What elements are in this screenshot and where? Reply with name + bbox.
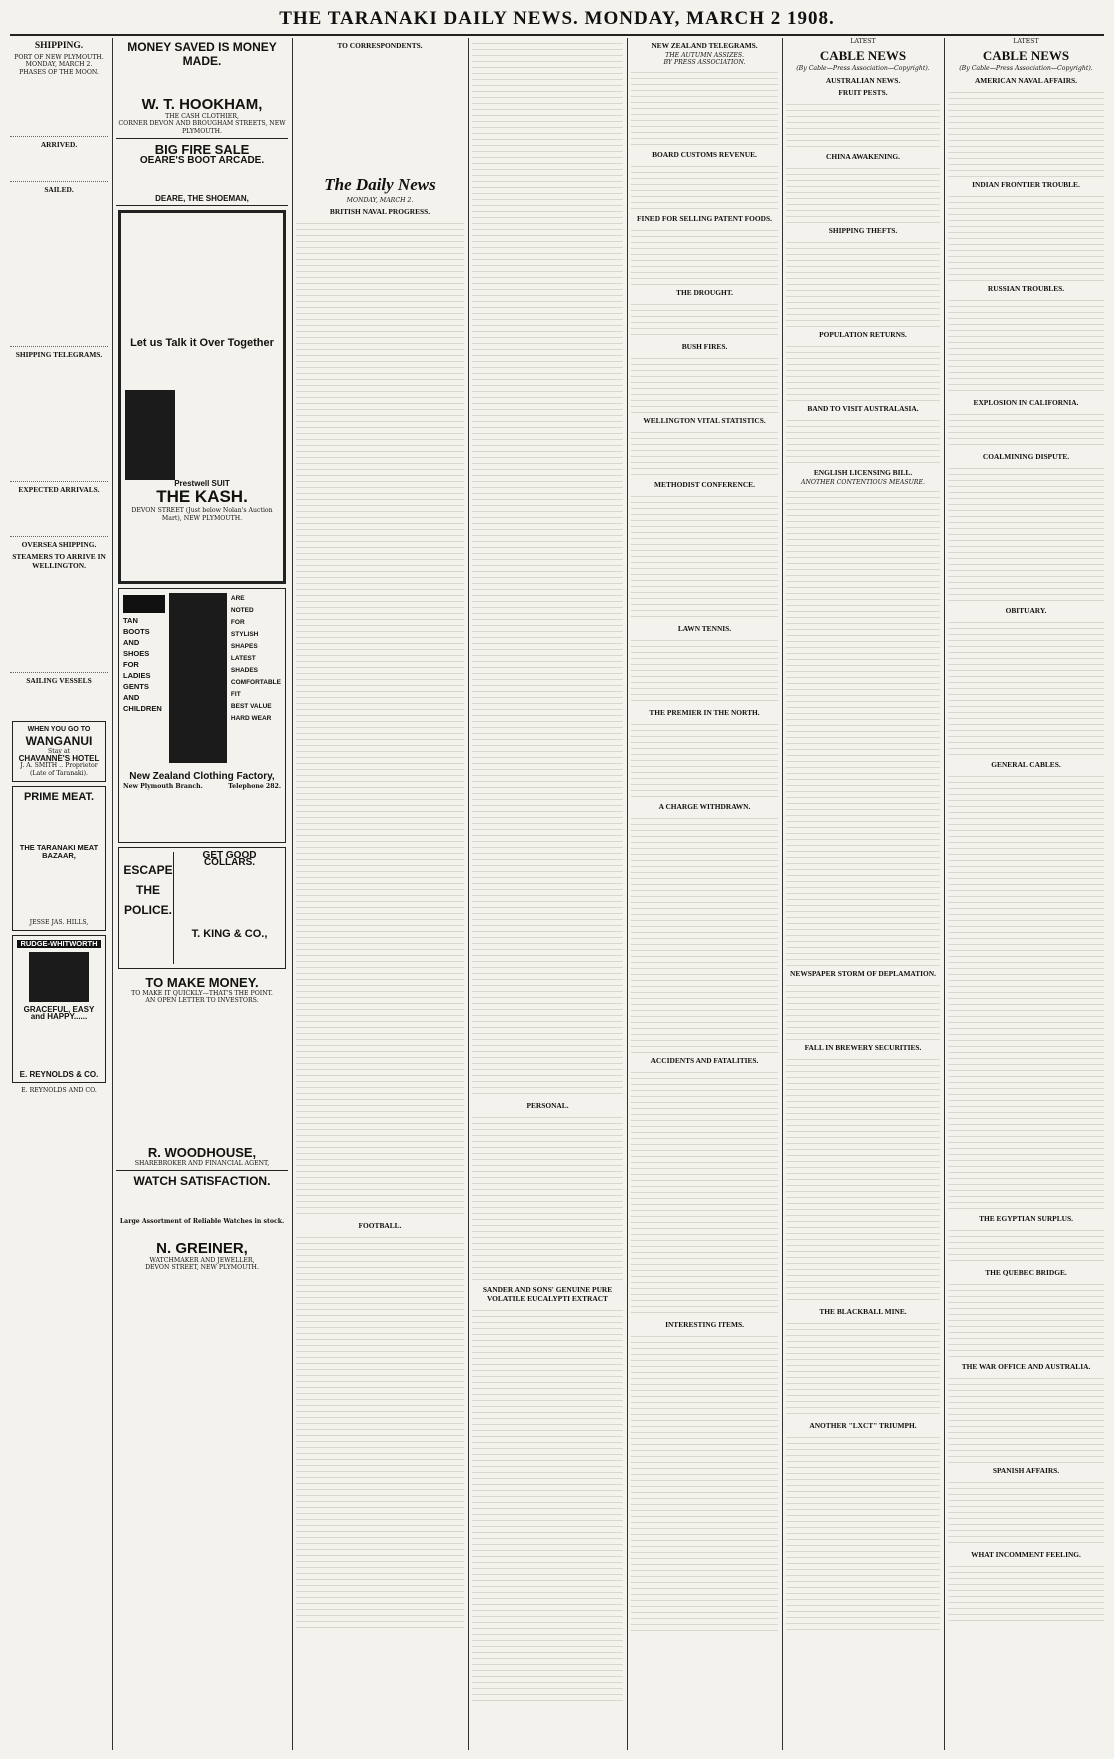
boots-quality-4: LATEST SHADES [230,655,259,675]
cable2-item-4: COALMINING DISPUTE. [982,451,1070,461]
prime-meat-body [17,804,101,844]
suit-illustration [125,390,175,480]
woodhouse-name: R. WOODHOUSE, [147,1144,257,1160]
column-rule [627,38,628,1750]
assizes-body [631,67,778,147]
meat-bazaar-name: THE TARANAKI MEAT BAZAAR, [19,843,99,860]
cable2-item-1-body [948,191,1104,281]
cable2-item-7-body [948,1225,1104,1265]
expected-arrivals-heading: EXPECTED ARRIVALS. [18,485,100,495]
watch-stock: Large Assortment of Reliable Watches in stock. [119,1218,285,1226]
cable-item-2: SHIPPING THEFTS. [828,225,898,235]
correspondents-body [296,52,464,172]
ad-proprietor: J. A. SMITH .. Proprietor [20,762,98,770]
ad-place: WANGANUI [25,733,93,748]
rudge-maker: E. REYNOLDS & CO. [19,1069,99,1079]
column-advertisements [116,38,288,1750]
cable-item-2-body [786,237,940,327]
collars-body [178,867,281,931]
accidents-heading: ACCIDENTS AND FATALITIES. [650,1055,759,1065]
kash-name: THE KASH. [156,487,248,507]
nz-item-6-body [631,635,778,705]
cable2-item-5: OBITUARY. [1005,605,1047,615]
personal-body [472,1112,623,1282]
nzcf-branch: New Plymouth Branch. [123,783,203,791]
boots-right-list [231,593,281,763]
nz-item-2-body [631,299,778,339]
make-money-title: TO MAKE MONEY. [145,975,259,991]
cable-item-1-body [786,163,940,223]
column-general [472,38,623,1750]
nz-item-3: BUSH FIRES. [681,341,728,351]
latest-label-2: LATEST [1013,38,1039,45]
fire-sale-sub: OEARE'S BOOT ARCADE. [139,155,265,167]
watch-title: WATCH SATISFACTION. [133,1174,271,1189]
australian-news-heading: AUSTRALIAN NEWS. [825,75,901,85]
nzcf-name: New Zealand Clothing Factory, [129,771,275,783]
nzcf-phone: Telephone 282. [228,783,281,791]
greiner-trade: WATCHMAKER AND JEWELLER, [149,1256,255,1264]
column-shipping [10,38,108,1750]
latest-label: LATEST [850,38,876,45]
ad-hotel: CHAVANNE'S HOTEL [18,754,100,764]
sailed-list [10,196,108,347]
personal-heading: PERSONAL. [526,1101,569,1110]
divider [116,138,288,139]
nz-item-7-body [631,719,778,799]
cable2-item-2-body [948,295,1104,395]
prestwell-brand: Prestwell SUIT [174,479,230,489]
column-rule [944,38,945,1750]
boots-item-3: SHOES [123,649,150,659]
nz-item-7: THE PREMIER IN THE NORTH. [649,707,760,717]
interesting-heading: INTERESTING ITEMS. [665,1319,744,1329]
another-triumph-heading: ANOTHER "LXCT" TRIUMPH. [809,1421,917,1431]
accidents-body [631,1067,778,1317]
moon-phases-heading: PHASES OF THE MOON. [19,68,99,76]
prime-meat-ad [12,786,106,931]
rudge-body [17,1021,101,1071]
divider [116,205,288,206]
editorial-body [296,218,464,1218]
masthead-title: THE TARANAKI DAILY NEWS. MONDAY, MARCH 2 1908. [279,8,835,29]
cable2-item-3: EXPLOSION IN CALIFORNIA. [973,397,1079,407]
greiner-address: DEVON STREET, NEW PLYMOUTH. [145,1264,259,1272]
boots-quality-5: COMFORTABLE FIT [230,679,281,699]
shipping-date: MONDAY, MARCH 2. [25,61,93,69]
greiner-name: N. GREINER, [156,1239,248,1257]
cable-item-1: CHINA AWAKENING. [826,151,900,161]
kash-address: DEVON STREET (Just below Nolan's Auction Mart), NEW PLYMOUTH. [131,507,273,522]
bicycle-illustration [29,952,89,1002]
arrived-heading: ARRIVED. [40,140,78,150]
woodhouse-trade: SHAREBROKER AND FINANCIAL AGENT, [134,1159,270,1167]
tide-table [10,76,108,137]
kash-ad [118,210,286,584]
blackball-heading: THE BLACKBALL MINE. [819,1307,907,1317]
brewery-heading: FALL IN BREWERY SECURITIES. [804,1043,922,1053]
nzcf-logo [123,595,165,613]
nz-item-2: THE DROUGHT. [676,287,733,297]
cable2-item-9: THE WAR OFFICE AND AUSTRALIA. [961,1361,1091,1371]
blackball-body [786,1318,940,1418]
cable-news-heading-2: CABLE NEWS [982,48,1070,64]
boots-quality-7: HARD WEAR [230,715,272,723]
shipping-telegrams-list [10,361,108,482]
money-saved-body [116,68,288,96]
correspondents-heading: TO CORRESPONDENTS. [337,41,423,50]
cable2-item-3-body [948,409,1104,449]
another-triumph-body [786,1432,940,1632]
prime-meat-title: PRIME MEAT. [23,791,95,804]
steamers-list [10,572,108,673]
oversea-shipping-heading: OVERSEA SHIPPING. [21,540,97,550]
nz-item-8-body [631,813,778,1053]
boots-quality-3: STYLISH SHAPES [230,631,259,651]
chavanne-hotel-ad [12,721,106,782]
nz-item-4-body [631,427,778,477]
shipping-telegrams-heading: SHIPPING TELEGRAMS. [15,350,103,360]
cable2-item-5-body [948,617,1104,757]
boots-quality-2: FOR [230,619,245,627]
cable-item-4-body [786,415,940,465]
autumn-assizes: THE AUTUMN ASSIZES. [665,52,744,59]
column-rule [782,38,783,1750]
boots-left-list [123,593,165,763]
money-saved-title: MONEY SAVED IS MONEY MADE. [127,40,277,68]
hookham-address: CORNER DEVON AND BROUGHAM STREETS, NEW PLYMOUTH. [118,120,286,135]
boots-item-1: BOOTS [123,627,150,637]
cable-byline-2: (By Cable—Press Association—Copyright). [959,65,1093,73]
arrived-list [10,151,108,182]
make-money-letter: AN OPEN LETTER TO INVESTORS. [145,997,259,1005]
brewery-body [786,1054,940,1304]
football-heading: FOOTBALL. [358,1221,402,1231]
cable2-footer-body [948,1561,1104,1621]
rudge-tagline: GRACEFUL, EASY and HAPPY...... [23,1004,95,1022]
boots-item-8: CHILDREN [123,704,162,714]
cable2-item-10: SPANISH AFFAIRS. [992,1465,1060,1475]
newspaper-storm-heading: NEWSPAPER STORM OF DEPLAMATION. [790,969,936,979]
steamers-heading: STEAMERS TO ARRIVE IN WELLINGTON. [12,552,106,571]
column-editorial [296,38,464,1750]
column-cable-news-2 [948,38,1104,1750]
cable-news-heading: CABLE NEWS [819,48,907,64]
cable2-item-0: AMERICAN NAVAL AFFAIRS. [974,75,1078,85]
make-money-body [116,1005,288,1145]
king-firm: T. KING & CO., [191,927,268,940]
newspaper-storm-body [786,980,940,1040]
nz-item-8: A CHARGE WITHDRAWN. [658,801,751,811]
cable2-item-4-body [948,463,1104,603]
ad-stay: Stay at [47,747,71,755]
naval-progress-heading: BRITISH NAVAL PROGRESS. [329,207,431,217]
kash-body [125,350,279,390]
cable2-item-6-body [948,771,1104,1211]
cable-item-4: BAND TO VISIT AUSTRALASIA. [807,403,919,413]
cable2-item-6: GENERAL CABLES. [991,759,1061,769]
nz-item-5: METHODIST CONFERENCE. [654,479,755,489]
escape-police: ESCAPE THE POLICE. [123,852,174,964]
boots-item-7: AND [123,693,140,703]
divider [116,1170,288,1171]
boots-item-2: AND [123,638,140,648]
cable2-item-7: THE EGYPTIAN SURPLUS. [979,1213,1073,1223]
shipping-heading: SHIPPING. [34,41,84,51]
cable2-item-0-body [948,87,1104,177]
nz-item-0-body [631,161,778,211]
port-heading: PORT OF NEW PLYMOUTH. [14,54,104,61]
cable-byline: (By Cable—Press Association—Copyright). [796,65,930,73]
fire-sale-title: BIG FIRE SALE [154,142,250,158]
watch-body-2 [116,1226,288,1240]
english-licensing-heading: ENGLISH LICENSING BILL. [813,467,913,477]
cable-item-0-body [786,99,940,149]
sailing-vessels-list [10,687,108,717]
interesting-body [631,1331,778,1631]
sander-body [472,1305,623,1705]
cable2-item-9-body [948,1373,1104,1463]
column-nz-telegrams [631,38,778,1750]
kash-headline: Let us Talk it Over Together [130,337,274,350]
cable-item-3: POPULATION RETURNS. [819,329,907,339]
column-rule [292,38,293,1750]
kash-suits-text [181,390,279,480]
boots-item-4: FOR [123,660,139,670]
make-money-sub: TO MAKE IT QUICKLY—THAT'S THE POINT. [131,990,273,998]
rudge-whitworth-ad [12,935,106,1083]
cable2-item-2: RUSSIAN TROUBLES. [987,283,1065,293]
nz-item-5-body [631,491,778,621]
cable-item-3-body [786,341,940,401]
sander-heading: SANDER AND SONS' GENUINE PURE VOLATILE EUCALYPTI EXTRACT [482,1285,613,1303]
boots-item-0: TAN [123,616,138,626]
sailing-vessels-heading: SAILING VESSELS [26,676,92,686]
press-association: BY PRESS ASSOCIATION. [663,59,746,67]
football-body [296,1232,464,1632]
rudge-brand: RUDGE-WHITWORTH [17,940,101,947]
nz-item-1: FINED FOR SELLING PATENT FOODS. [637,213,772,223]
ad-late: (Late of Taranaki). [29,769,89,777]
nz-item-3-body [631,353,778,413]
collars-title: GET GOOD COLLARS. [202,850,257,869]
boots-quality-0: ARE [230,595,245,603]
nz-item-0: BOARD CUSTOMS REVENUE. [652,149,757,159]
boot-illustration [169,593,227,763]
meat-bazaar-manager: JESSE JAS. HILLS, [29,919,89,927]
column-cable-news-1 [786,38,940,1750]
nz-item-6: LAWN TENNIS. [677,623,732,633]
boots-item-6: GENTS [123,682,149,692]
ad-when: WHEN YOU GO TO [27,726,91,734]
deare-shoeman: DEARE, THE SHOEMAN, [155,193,249,203]
cable2-item-10-body [948,1477,1104,1547]
column-rule [468,38,469,1750]
nz-clothing-factory-ad [118,588,286,843]
editorial-date: MONDAY, MARCH 2. [346,197,414,204]
fire-sale-body [116,165,288,195]
nz-telegrams-heading: NEW ZEALAND TELEGRAMS. [651,41,758,50]
expected-arrivals-list [10,496,108,537]
general-body [472,38,623,1098]
daily-news-masthead: The Daily News [324,175,436,194]
watch-body [116,1188,288,1218]
hookham-store: THE CASH CLOTHIER, [165,113,239,120]
meat-bazaar-body [17,859,101,919]
boots-quality-1: NOTED [230,607,254,615]
cable2-item-1: INDIAN FRONTIER TROUBLE. [972,179,1080,189]
boots-item-5: LADIES [123,671,151,681]
hookham-name: W. T. HOOKHAM, [141,96,263,113]
english-licensing-sub: ANOTHER CONTENTIOUS MEASURE. [801,478,925,486]
masthead [10,8,1104,36]
column-rule [112,38,113,1750]
reynolds-footer: E. REYNOLDS AND CO. [21,1087,97,1095]
cable-item-0: FRUIT PESTS. [838,87,888,97]
boots-quality-6: BEST VALUE [230,703,272,711]
cable2-footer: WHAT INCOMMENT FEELING. [971,1549,1081,1559]
cable2-item-8: THE QUEBEC BRIDGE. [985,1267,1067,1277]
cable2-item-8-body [948,1279,1104,1359]
nz-item-4: WELLINGTON VITAL STATISTICS. [643,415,766,425]
english-licensing-body [786,486,940,966]
king-collars-ad [118,847,286,969]
nz-item-1-body [631,225,778,285]
sailed-heading: SAILED. [44,185,74,195]
